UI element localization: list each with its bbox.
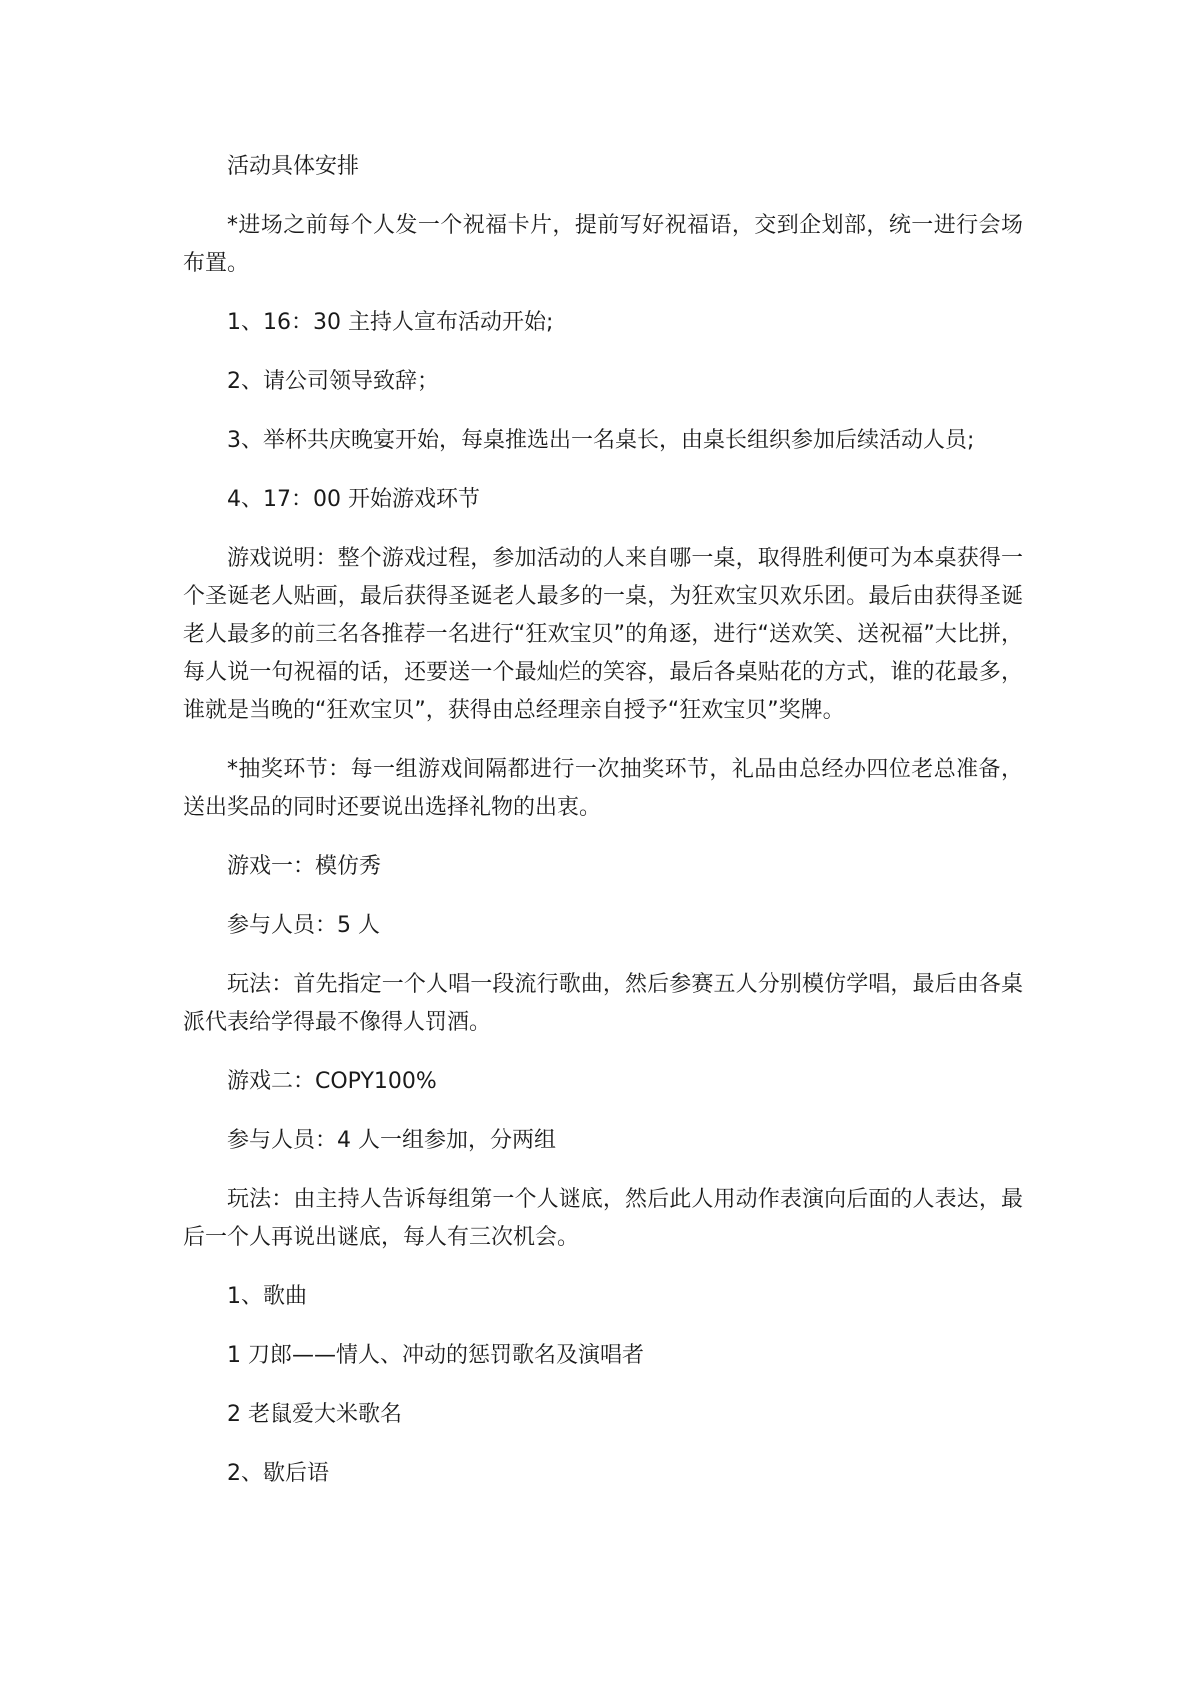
- schedule-item-4: 4、17：00 开始游戏环节: [227, 487, 480, 512]
- category-songs: 1、歌曲: [227, 1284, 307, 1309]
- schedule-item-3: 3、举杯共庆晚宴开始，每桌推选出一名桌长，由桌长组织参加后续活动人员;: [227, 428, 975, 453]
- paragraph-entry-note: *进场之前每个人发一个祝福卡片，提前写好祝福语，交到企划部，统一进行会场布置。: [183, 213, 1023, 276]
- paragraph-game-description: 游戏说明：整个游戏过程，参加活动的人来自哪一桌，取得胜利便可为本桌获得一个圣诞老人贴画，最后获得圣诞老人最多的一桌，为狂欢宝贝欢乐团。最后由获得圣诞老人最多的前三名各推荐一名进行“狂欢宝贝”的角逐，进行“送欢笑、送祝福”大比拼，每人说一句祝福的话，还要送一个最灿烂的笑容，最后各桌贴花的方式，谁的花最多，谁就是当晚的“狂欢宝贝”，获得由总经理亲自授予“狂欢宝贝”奖牌。: [183, 546, 1023, 723]
- category-xiehouyu: 2、歇后语: [227, 1461, 329, 1486]
- game-two-rules: 玩法：由主持人告诉每组第一个人谜底，然后此人用动作表演向后面的人表达，最后一个人再说出谜底，每人有三次机会。: [183, 1187, 1023, 1250]
- game-two-title: 游戏二：COPY100%: [227, 1069, 437, 1094]
- schedule-item-1: 1、16：30 主持人宣布活动开始;: [227, 310, 554, 335]
- schedule-item-2: 2、请公司领导致辞；: [227, 369, 439, 394]
- game-one-title: 游戏一：模仿秀: [227, 854, 382, 879]
- document-body: [183, 148, 1023, 1514]
- section-title: 活动具体安排: [227, 154, 360, 179]
- game-one-participants: 参与人员：5 人: [227, 913, 380, 938]
- song-item-2: 2 老鼠爱大米歌名: [227, 1402, 402, 1427]
- game-two-participants: 参与人员：4 人一组参加，分两组: [227, 1128, 556, 1153]
- song-item-1: 1 刀郎——情人、冲动的惩罚歌名及演唱者: [227, 1343, 644, 1368]
- game-one-rules: 玩法：首先指定一个人唱一段流行歌曲，然后参赛五人分别模仿学唱，最后由各桌派代表给学得最不像得人罚酒。: [183, 972, 1023, 1035]
- paragraph-lottery: *抽奖环节：每一组游戏间隔都进行一次抽奖环节，礼品由总经办四位老总准备，送出奖品的同时还要说出选择礼物的出衷。: [183, 757, 1023, 820]
